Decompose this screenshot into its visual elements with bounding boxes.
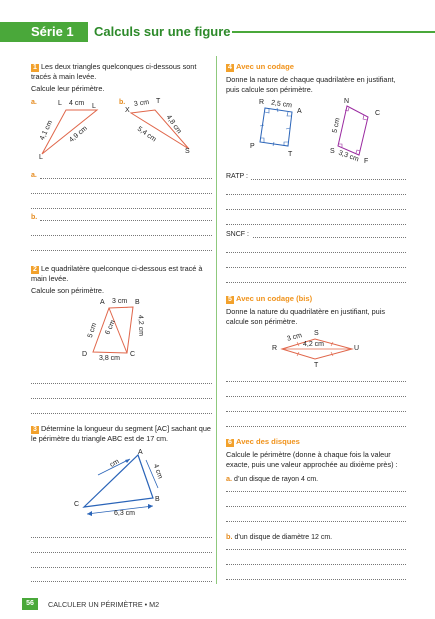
answer-line[interactable] (226, 381, 406, 382)
exercise-1-text: 1 Les deux triangles quelconques ci-dessous sont tracés à main levée. (31, 62, 197, 81)
label-a: a. (31, 99, 37, 106)
page-number: 56 (22, 598, 38, 610)
answer-line[interactable] (226, 252, 406, 253)
column-divider (216, 56, 217, 584)
exercise-5-title: 5 Avec un codage (bis) (226, 294, 406, 304)
exercise-3-text: 3 Détermine la longueur du segment [AC] sachant que le périmètre du triangle ABC est de 17 cm. (31, 424, 211, 443)
side-ac: cm (108, 458, 121, 469)
exercise-3 (31, 424, 213, 444)
side-rs: 3 cm (286, 332, 303, 343)
answer-line[interactable] (226, 267, 406, 268)
answer-line[interactable] (226, 579, 406, 580)
exercise-5 (226, 294, 406, 326)
exercise-number: 1 (31, 64, 39, 72)
vertex-p: P (250, 143, 255, 150)
answer-line[interactable] (31, 413, 212, 414)
tri-b-v3: S (185, 148, 190, 155)
answer-line[interactable] (40, 220, 212, 221)
answer-line[interactable] (226, 194, 406, 195)
diagonal-ru: 4,2 cm (303, 341, 325, 348)
side-cb: 6,3 cm (114, 510, 136, 517)
answer-line[interactable] (31, 383, 212, 384)
vertex-t: T (314, 362, 319, 369)
answer-line[interactable] (226, 491, 406, 492)
exercise-4 (226, 62, 406, 94)
vertex-f: F (364, 158, 369, 165)
vertex-t: T (288, 151, 293, 158)
exercise-6-title: 6 Avec des disques (226, 437, 406, 447)
vertex-d: D (82, 351, 88, 358)
sncf-label: SNCF : (226, 231, 249, 238)
tri-b-side-bottom: 5,4 cm (135, 125, 158, 144)
exercise-4-title: 4 Avec un codage (226, 62, 406, 72)
vertex-c: C (130, 351, 136, 358)
rectangle-sncf (338, 106, 368, 155)
answer-line[interactable] (31, 398, 212, 399)
vertex-a: A (100, 299, 105, 306)
tri-b-v2: T (156, 98, 161, 105)
answer-line[interactable] (31, 250, 212, 251)
vertex-n: N (344, 98, 350, 105)
exercise-number: 5 (226, 296, 234, 304)
exercise-number: 4 (226, 64, 234, 72)
answer-line[interactable] (226, 426, 406, 427)
answer-line[interactable] (31, 581, 212, 582)
exercise-6 (226, 437, 406, 469)
answer-line[interactable] (226, 506, 406, 507)
tri-a-v2: L (92, 103, 96, 110)
vertex-s: S (330, 148, 335, 155)
answer-a-label: a. (31, 172, 37, 179)
answer-line[interactable] (31, 208, 212, 209)
answer-line[interactable] (226, 411, 406, 412)
side-bc: 4,2 cm (136, 314, 145, 337)
exercise-number: 6 (226, 439, 234, 447)
vertex-b: B (135, 299, 140, 306)
answer-line[interactable] (31, 552, 212, 553)
side-ab: 4 cm (151, 463, 164, 480)
exercise-2-instruction: Calcule son périmètre. (31, 285, 105, 295)
answer-line[interactable] (226, 396, 406, 397)
exercise-2-text: 2 Le quadrilatère quelconque ci-dessous est tracé à main levée. (31, 264, 203, 283)
diagonal-label: 6 cm (104, 319, 117, 336)
tri-a-side-diag: 4,9 cm (68, 125, 89, 144)
exercise-5-text: Donne la nature du quadrilatère en justifiant, puis calcule son périmètre. (226, 307, 386, 326)
tri-a-side-top: 4 cm (69, 100, 85, 107)
answer-line[interactable] (226, 209, 406, 210)
footer-text: CALCULER UN PÉRIMÈTRE • M2 (48, 600, 160, 609)
exercise-number: 2 (31, 266, 39, 274)
answer-line[interactable] (226, 521, 406, 522)
vertex-r: R (272, 345, 278, 352)
side-ab: 3 cm (112, 298, 128, 305)
label-b: b. (119, 99, 126, 106)
ex6-part-a: a. d’un disque de rayon 4 cm. (226, 474, 319, 483)
answer-line[interactable] (31, 537, 212, 538)
vertex-c: C (74, 501, 80, 508)
side-ra: 2,5 cm (270, 99, 293, 110)
vertex-c: C (375, 110, 381, 117)
side-ad: 5 cm (86, 322, 99, 339)
answer-line[interactable] (31, 235, 212, 236)
answer-line[interactable] (226, 564, 406, 565)
tri-a-v1: L (58, 100, 62, 107)
answer-line[interactable] (253, 237, 406, 238)
exercise-6-text: Calcule le périmètre (donne à chaque fois la valeur exacte, puis une valeur approchée au dixième près) : (226, 450, 398, 469)
triangle-a (42, 110, 97, 154)
tri-b-side-top: 3 cm (133, 98, 150, 109)
vertex-b: B (155, 496, 160, 503)
side-dc: 3,8 cm (99, 355, 121, 362)
square-ratp (260, 108, 292, 146)
exercise-1 (31, 62, 213, 93)
answer-line[interactable] (31, 567, 212, 568)
tri-a-side-left: 4,1 cm (38, 119, 55, 142)
vertex-a: A (297, 108, 302, 115)
tri-b-v1: X (125, 107, 130, 114)
exercise-number: 3 (31, 426, 39, 434)
exercise-1-instruction: Calcule leur périmètre. (31, 83, 105, 93)
exercise-4-text: Donne la nature de chaque quadrilatère en justifiant, puis calcule son périmètre. (226, 75, 396, 94)
ex6-part-b: b. d’un disque de diamètre 12 cm. (226, 532, 333, 541)
answer-line[interactable] (31, 193, 212, 194)
answer-b-label: b. (31, 214, 38, 221)
page-header (0, 22, 435, 42)
ex1-figures (30, 96, 210, 166)
serie-badge: Série 1 (0, 22, 88, 42)
answer-line[interactable] (226, 282, 406, 283)
page-title: Calculs sur une figure (94, 24, 231, 39)
vertex-r: R (259, 99, 265, 106)
exercise-2 (31, 264, 213, 295)
answer-line[interactable] (226, 549, 406, 550)
side-sf: 3,3 cm (337, 149, 360, 164)
vertex-s: S (314, 330, 319, 337)
answer-line[interactable] (226, 224, 406, 225)
ratp-label: RATP : (226, 173, 248, 180)
tri-b-side-right: 4,8 cm (164, 113, 183, 136)
answer-line[interactable] (251, 179, 406, 180)
side-ns: 5 cm (331, 117, 342, 134)
vertex-a: A (138, 449, 143, 456)
title-rule (232, 31, 435, 33)
ex4-figures (250, 100, 390, 165)
answer-line[interactable] (40, 178, 212, 179)
tri-a-v3: L (39, 154, 43, 161)
vertex-u: U (354, 345, 360, 352)
